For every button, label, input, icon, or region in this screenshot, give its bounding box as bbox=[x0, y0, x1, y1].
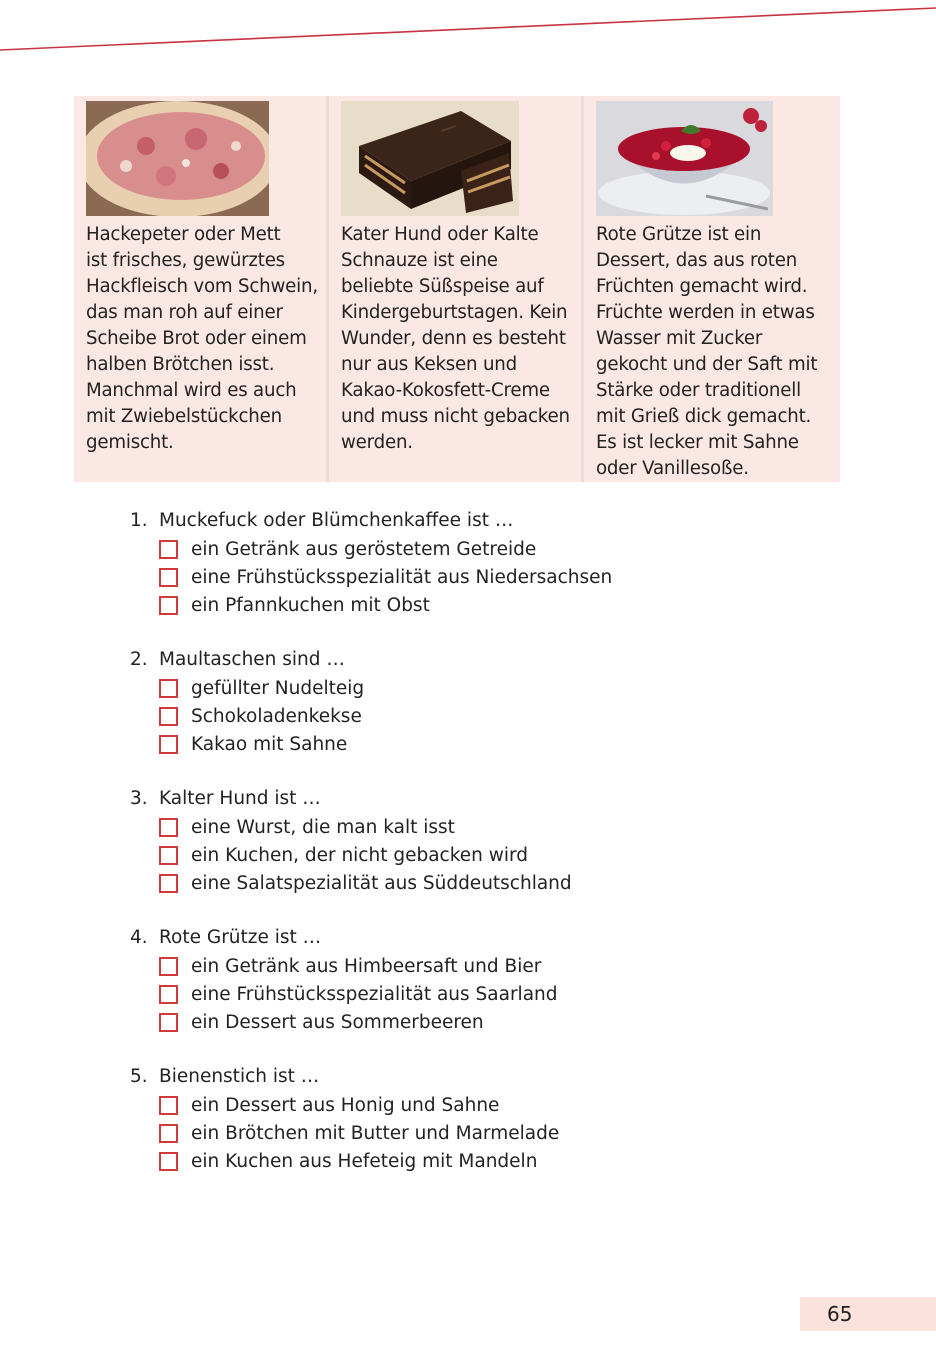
answer-option[interactable] bbox=[159, 591, 690, 619]
question-5 bbox=[130, 1063, 690, 1202]
answer-option[interactable] bbox=[159, 1147, 690, 1175]
answer-option[interactable] bbox=[159, 952, 690, 980]
question-4 bbox=[130, 924, 690, 1063]
option-label: eine Frühstücksspezialität aus Niedersachsen bbox=[191, 566, 613, 588]
option-label: eine Salatspezialität aus Süddeutschland bbox=[191, 872, 572, 894]
checkbox[interactable] bbox=[159, 540, 178, 559]
top-red-rule bbox=[0, 0, 936, 60]
checkbox[interactable] bbox=[159, 1124, 178, 1143]
hackepeter-photo bbox=[86, 101, 269, 216]
question-text: Bienenstich ist … bbox=[159, 1066, 320, 1087]
info-card-kalter-hund bbox=[329, 96, 581, 482]
checkbox[interactable] bbox=[159, 985, 178, 1004]
checkbox[interactable] bbox=[159, 596, 178, 615]
option-label: ein Brötchen mit Butter und Marmelade bbox=[191, 1122, 560, 1144]
question-text: Rote Grütze ist … bbox=[159, 927, 322, 948]
question-number: 2. bbox=[130, 649, 148, 670]
checkbox[interactable] bbox=[159, 1096, 178, 1115]
answer-option[interactable] bbox=[159, 869, 690, 897]
answer-option[interactable] bbox=[159, 1008, 690, 1036]
answer-option[interactable] bbox=[159, 1119, 690, 1147]
checkbox[interactable] bbox=[159, 818, 178, 837]
option-label: ein Getränk aus geröstetem Getreide bbox=[191, 538, 537, 560]
option-label: ein Pfannkuchen mit Obst bbox=[191, 594, 430, 616]
checkbox[interactable] bbox=[159, 707, 178, 726]
option-label: ein Getränk aus Himbeersaft und Bier bbox=[191, 955, 542, 977]
kalter-hund-photo bbox=[341, 101, 519, 216]
card-text: Hackepeter oder Mett ist frisches, gewürztes Hackfleisch vom Schwein, das man roh auf einer Scheibe Brot oder einem halben Brötchen isst. Manchmal wird es auch mit Zwiebelstückchen gemischt. bbox=[86, 224, 318, 453]
question-number: 1. bbox=[130, 510, 148, 531]
question-number: 3. bbox=[130, 788, 148, 809]
checkbox[interactable] bbox=[159, 568, 178, 587]
question-text: Maultaschen sind … bbox=[159, 649, 345, 670]
answer-option[interactable] bbox=[159, 1091, 690, 1119]
option-label: ein Dessert aus Honig und Sahne bbox=[191, 1094, 500, 1116]
card-text: Rote Grütze ist ein Dessert, das aus roten Früchten gemacht wird. Früchte werden in etwas Wasser mit Zucker gekocht und der Saft mit Stärke oder traditionell mit Grieß dick gemacht. Es ist lecker mit Sahne oder Vanillesoße. bbox=[596, 224, 818, 479]
question-2 bbox=[130, 646, 690, 785]
checkbox[interactable] bbox=[159, 874, 178, 893]
card-text: Kater Hund oder Kalte Schnauze ist eine beliebte Süßspeise auf Kindergeburtstagen. Kein Wunder, denn es besteht nur aus Keksen und Kakao-Kokosfett-Creme und muss nicht gebacken werden. bbox=[341, 224, 570, 453]
question-number: 5. bbox=[130, 1066, 148, 1087]
answer-option[interactable] bbox=[159, 674, 690, 702]
info-card-rote-gruetze bbox=[584, 96, 840, 482]
checkbox[interactable] bbox=[159, 1152, 178, 1171]
option-label: ein Dessert aus Sommerbeeren bbox=[191, 1011, 484, 1033]
option-label: Kakao mit Sahne bbox=[191, 733, 348, 755]
answer-option[interactable] bbox=[159, 841, 690, 869]
answer-option[interactable] bbox=[159, 702, 690, 730]
answer-option[interactable] bbox=[159, 980, 690, 1008]
question-text: Muckefuck oder Blümchenkaffee ist … bbox=[159, 510, 514, 531]
option-label: Schokoladenkekse bbox=[191, 705, 362, 727]
question-1 bbox=[130, 507, 690, 646]
quiz bbox=[130, 507, 690, 1202]
checkbox[interactable] bbox=[159, 679, 178, 698]
page-number: 65 bbox=[800, 1297, 936, 1331]
checkbox[interactable] bbox=[159, 957, 178, 976]
answer-option[interactable] bbox=[159, 730, 690, 758]
rote-gruetze-photo bbox=[596, 101, 773, 216]
option-label: ein Kuchen, der nicht gebacken wird bbox=[191, 844, 529, 866]
option-label: ein Kuchen aus Hefeteig mit Mandeln bbox=[191, 1150, 538, 1172]
checkbox[interactable] bbox=[159, 1013, 178, 1032]
answer-option[interactable] bbox=[159, 535, 690, 563]
question-3 bbox=[130, 785, 690, 924]
answer-option[interactable] bbox=[159, 563, 690, 591]
checkbox[interactable] bbox=[159, 735, 178, 754]
option-label: gefüllter Nudelteig bbox=[191, 677, 365, 699]
info-card-hackepeter bbox=[74, 96, 326, 482]
option-label: eine Wurst, die man kalt isst bbox=[191, 816, 455, 838]
question-number: 4. bbox=[130, 927, 148, 948]
answer-option[interactable] bbox=[159, 813, 690, 841]
question-text: Kalter Hund ist … bbox=[159, 788, 321, 809]
option-label: eine Frühstücksspezialität aus Saarland bbox=[191, 983, 558, 1005]
checkbox[interactable] bbox=[159, 846, 178, 865]
